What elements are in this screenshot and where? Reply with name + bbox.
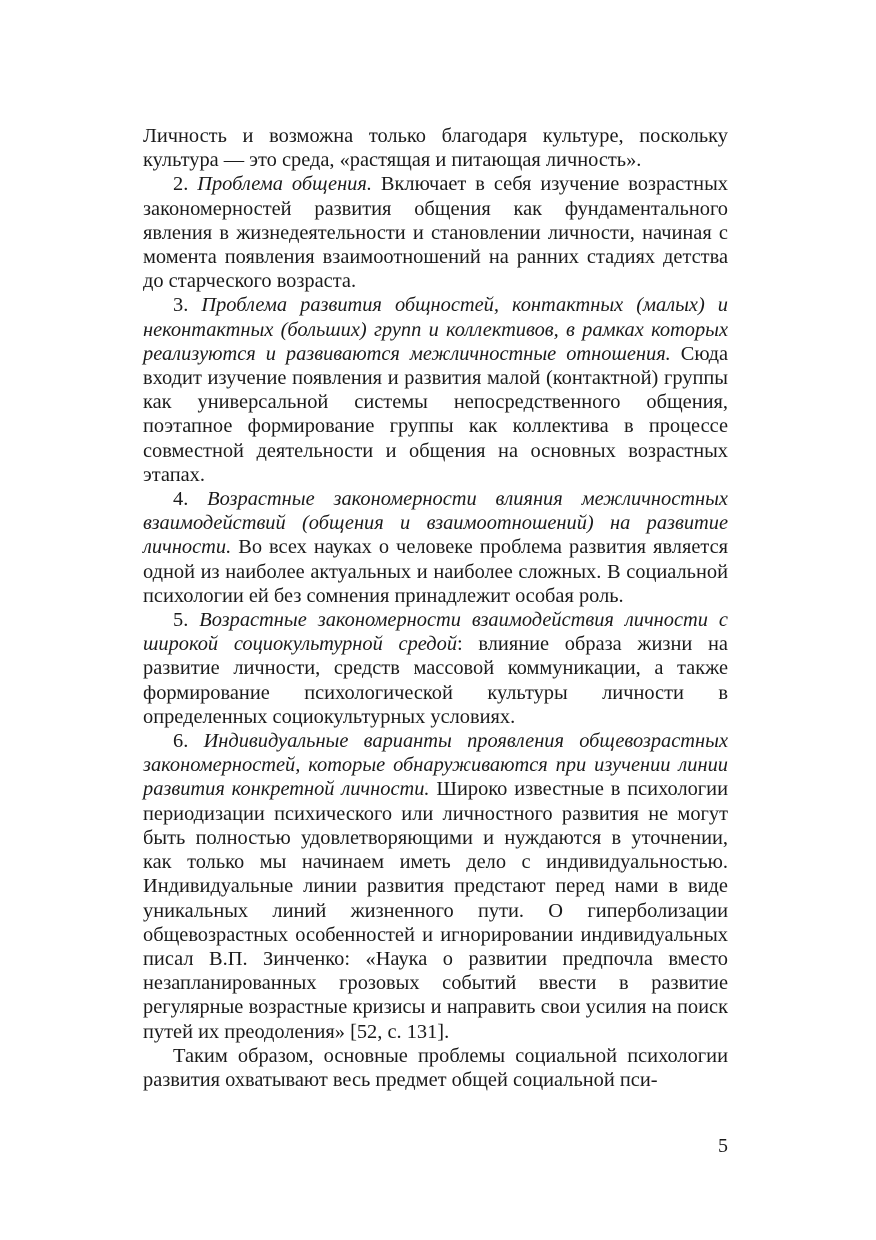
- item-text: Включает в себя изучение возрастных закономерностей развития общения как фундаментального явления в жизнедеятельности и становлении личности, начиная с момента появления взаимоотношений на ранних стадиях детства до старческого возраста.: [143, 173, 728, 293]
- item-title: Возрастные закономерности влияния межличностных взаимодействий (общения и взаимоотношений) на развитие личности.: [143, 488, 728, 559]
- item-title: Индивидуальные варианты проявления общевозрастных закономерностей, которые обнаруживаются при изучении линии развития конкретной личности.: [143, 730, 728, 801]
- item-text: Во всех науках о человеке проблема развития является одной из наиболее актуальных и наиболее сложных. В социальной психологии ей без сомнения принадлежит особая роль.: [143, 536, 728, 607]
- item-number: 2.: [173, 173, 189, 196]
- item-text: Сюда входит изучение появления и развития малой (контактной) группы как универсальной системы непосредственного общения, поэтапное формирование группы как коллектива в процессе совместной деятельности и общения на основных возрастных этапах.: [143, 342, 728, 486]
- item-number: 6.: [173, 730, 189, 753]
- paragraph-item-3: [143, 293, 728, 487]
- paragraph-continuation: Личность и возможна только благодаря культуре, поскольку культура — это среда, «растящая и питающая личность».: [143, 125, 728, 172]
- paragraph-conclusion: Таким образом, основные проблемы социальной психологии развития охватывают весь предмет общей социальной пси-: [143, 1044, 728, 1091]
- paragraph-item-5: [143, 608, 728, 729]
- page-body: [143, 124, 728, 1092]
- item-number: 5.: [173, 609, 189, 632]
- item-text: : влияние образа жизни на развитие личности, средств массовой коммуникации, а также формирование психологической культуры личности в определенных социокультурных условиях.: [143, 633, 728, 728]
- item-number: 4.: [173, 488, 189, 511]
- item-title: Возрастные закономерности взаимодействия личности с широкой социокультурной средой: [143, 609, 728, 656]
- item-title: Проблема развития общностей, контактных (малых) и неконтактных (больших) групп и коллективов, в рамках которых реализуются и развиваются межличностные отношения.: [143, 294, 728, 365]
- item-number: 3.: [173, 294, 189, 317]
- paragraph-item-6: [143, 729, 728, 1044]
- paragraph-item-4: [143, 487, 728, 608]
- page-number: 5: [718, 1135, 728, 1157]
- paragraph-item-2: [143, 172, 728, 293]
- item-title: Проблема общения.: [197, 173, 372, 196]
- item-text: Широко известные в психологии периодизации психического или личностного развития не могут быть полностью удовлетворяющими и нуждаются в уточнении, как только мы начинаем иметь дело с индивидуальностью. Индивидуальные линии развития предстают перед нами в виде уникальных линий жизненного пути. О гиперболизации общевозрастных особенностей и игнорировании индивидуальных писал В.П. Зинченко: «Наука о развитии предпочла вместо незапланированных грозовых событий ввести в развитие регулярные возрастные кризисы и направить свои усилия на поиск путей их преодоления» [52, с. 131].: [143, 778, 728, 1043]
